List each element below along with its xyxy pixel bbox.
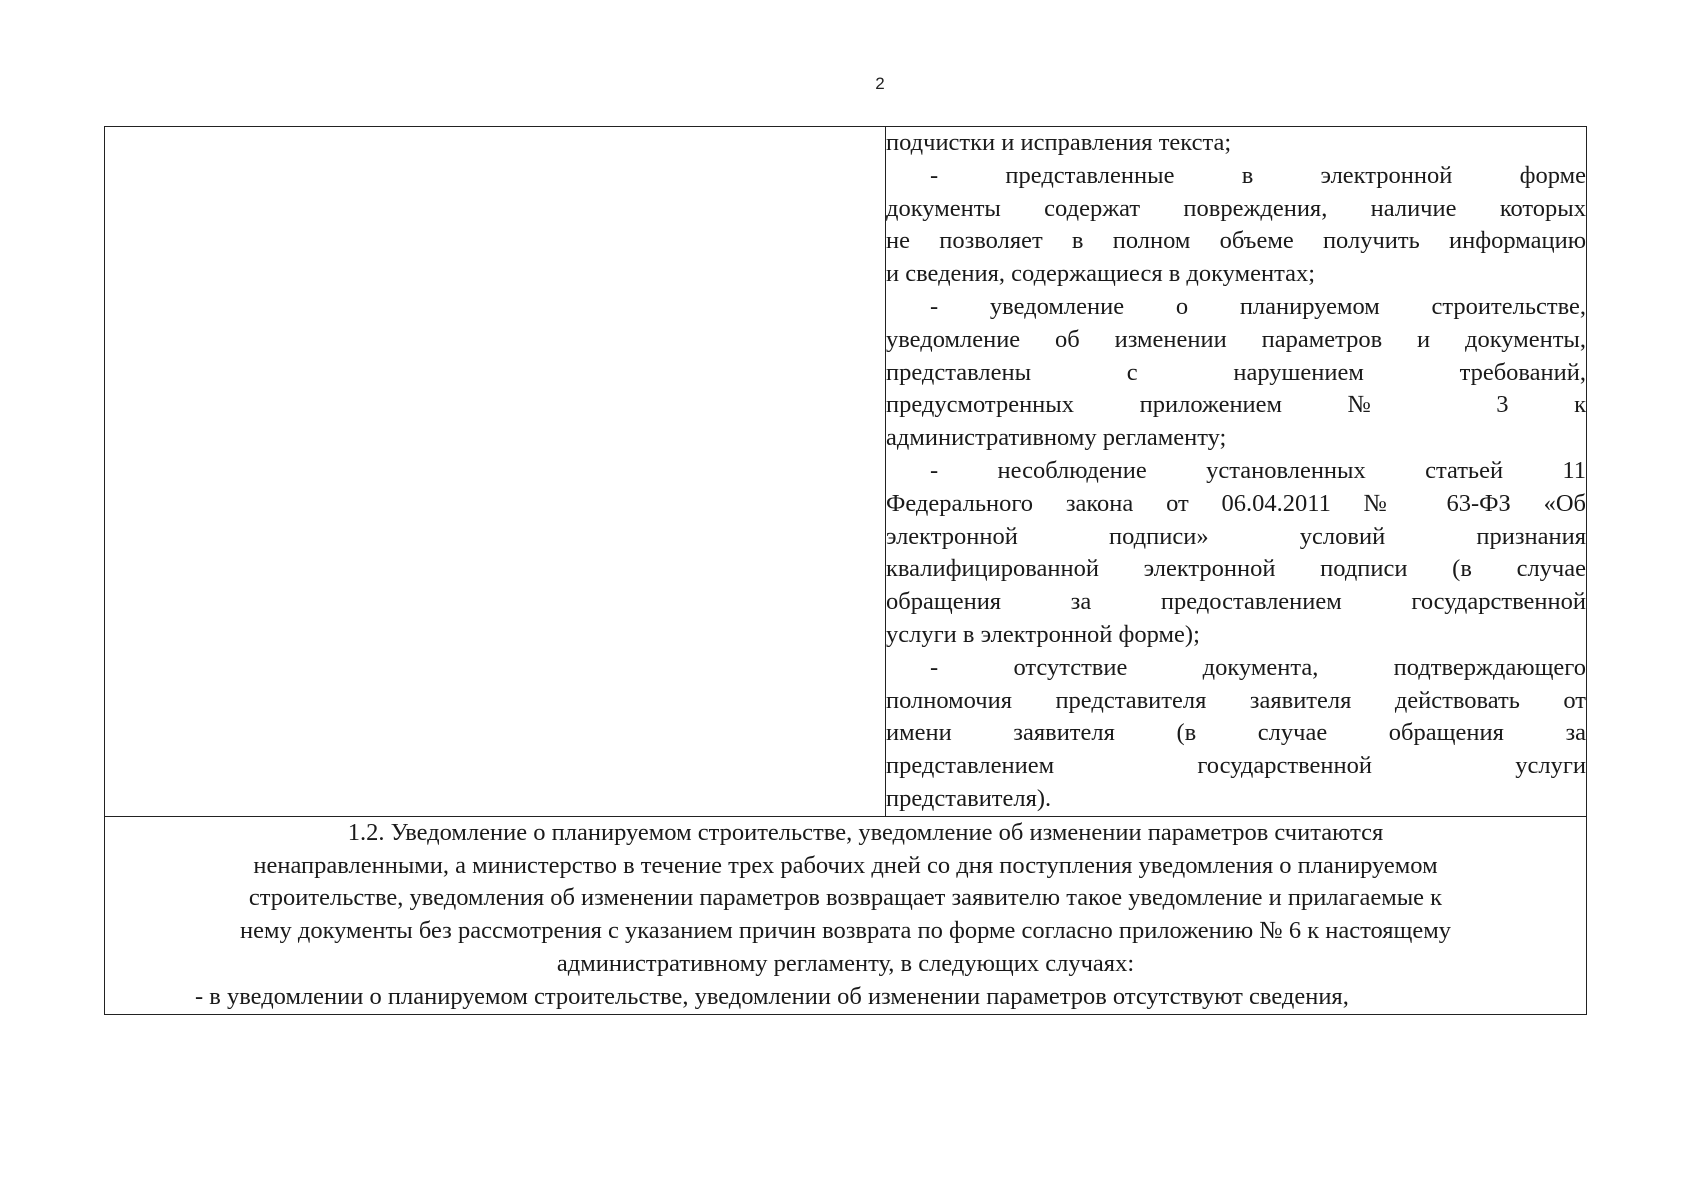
right-cell-line: административному регламенту; bbox=[886, 424, 1227, 452]
right-cell-line: предусмотренных приложением № 3 к bbox=[886, 391, 1586, 419]
bottom-cell-line: нему документы без рассмотрения с указанием причин возврата по форме согласно приложению № 6 к настоящему bbox=[239, 917, 1452, 945]
document-table bbox=[104, 126, 1587, 1015]
right-cell-line: уведомление об изменении параметров и документы, bbox=[886, 325, 1586, 353]
bottom-cell-line: ненаправленными, а министерство в течение трех рабочих дней со дня поступления уведомления о планируемом bbox=[253, 851, 1438, 879]
right-cell-line: представлением государственной услуги bbox=[886, 752, 1586, 780]
right-cell-line: - представленные в электронной форме bbox=[930, 161, 1586, 189]
right-cell-line: представителя). bbox=[886, 784, 1052, 812]
right-cell-line: - отсутствие документа, подтверждающего bbox=[930, 653, 1586, 681]
table-row bbox=[105, 127, 1587, 817]
right-cell-line: подчистки и исправления текста; bbox=[886, 129, 1232, 156]
right-cell-line: квалифицированной электронной подписи (в случае bbox=[886, 555, 1586, 583]
right-cell-line: обращения за предоставлением государственной bbox=[886, 588, 1586, 616]
bottom-cell-line: административному регламенту, в следующих случаях: bbox=[556, 949, 1135, 977]
bottom-cell-line: 1.2. Уведомление о планируемом строительстве, уведомление об изменении параметров считаются bbox=[347, 818, 1384, 846]
right-cell-paragraphs bbox=[886, 127, 1586, 816]
right-cell-line: не позволяет в полном объеме получить информацию bbox=[886, 227, 1586, 255]
right-cell-line: полномочия представителя заявителя действовать от bbox=[886, 686, 1586, 714]
right-cell-line: имени заявителя (в случае обращения за bbox=[886, 719, 1586, 747]
right-cell-line: документы содержат повреждения, наличие которых bbox=[886, 194, 1586, 222]
bottom-cell-line: строительстве, уведомления об изменении параметров возвращает заявителю такое уведомление и прилагаемые к bbox=[248, 884, 1443, 912]
right-cell-line: - несоблюдение установленных статьей 11 bbox=[930, 456, 1586, 484]
right-cell-line: представлены с нарушением требований, bbox=[886, 358, 1586, 386]
table-row bbox=[105, 816, 1587, 1014]
bottom-cell-paragraphs bbox=[105, 817, 1586, 1014]
table-cell-right-text bbox=[886, 127, 1587, 817]
table-cell-bottom-text bbox=[105, 816, 1587, 1014]
right-cell-line: - уведомление о планируемом строительстве, bbox=[930, 292, 1586, 320]
bottom-cell-line: - в уведомлении о планируемом строительстве, уведомлении об изменении параметров отсутствуют сведения, bbox=[195, 982, 1349, 1010]
table-cell-left-empty bbox=[105, 127, 886, 817]
page-number: 2 bbox=[875, 74, 885, 93]
right-cell-line: Федерального закона от 06.04.2011 № 63-ФЗ «Об bbox=[886, 489, 1586, 517]
right-cell-line: услуги в электронной форме); bbox=[886, 620, 1200, 648]
right-cell-line: электронной подписи» условий признания bbox=[886, 522, 1586, 550]
right-cell-line: и сведения, содержащиеся в документах; bbox=[886, 260, 1316, 288]
